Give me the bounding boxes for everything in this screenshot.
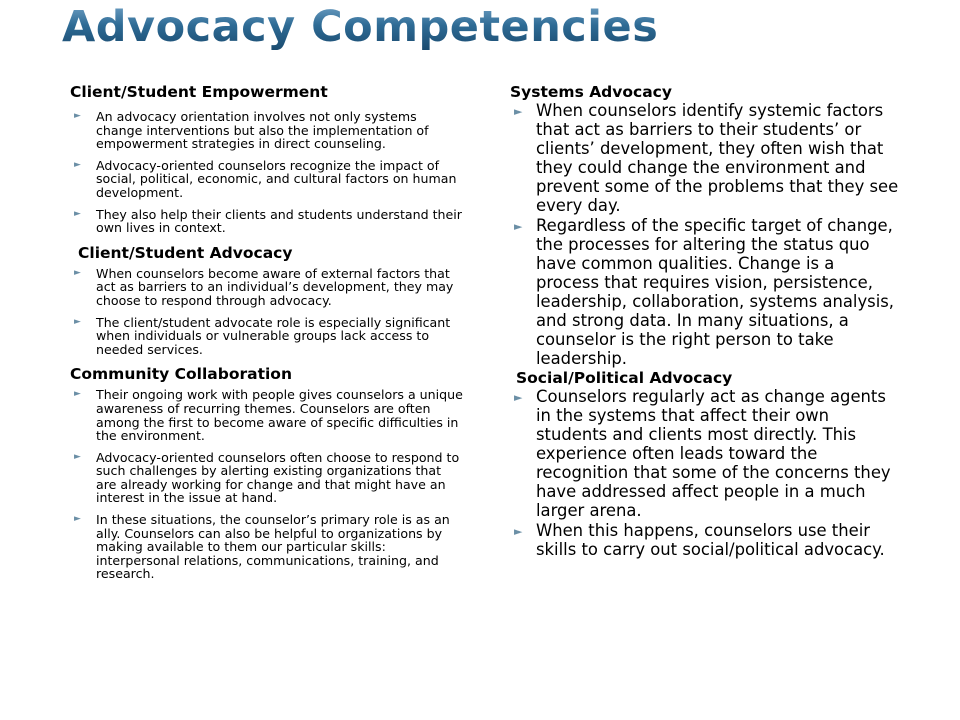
- bullet-list-empowerment: [70, 110, 465, 235]
- triangle-right-icon: ►: [74, 267, 81, 278]
- list-item: [70, 110, 465, 151]
- left-column: [70, 82, 465, 589]
- list-item: [70, 388, 465, 442]
- list-item: [510, 216, 900, 368]
- triangle-right-icon: ►: [74, 389, 81, 400]
- section-heading-client-advocacy: Client/Student Advocacy: [78, 243, 293, 262]
- triangle-right-icon: ►: [514, 525, 523, 538]
- triangle-right-icon: ►: [74, 111, 81, 121]
- bullet-list-client-advocacy: [70, 267, 465, 357]
- bullet-text: Advocacy-oriented counselors recognize the impact of social, political, economic, and cultural factors on human development.: [96, 157, 457, 200]
- bullet-text: Their ongoing work with people gives counselors a unique awareness of recurring themes. Counselors are often among the first to become aware of specific difficulties in the environment.: [96, 387, 463, 444]
- bullet-text: Regardless of the specific target of change, the processes for altering the status quo have common qualities. Change is a process that requires vision, persistence, leadership, collaboration, systems analysis, and strong data. In many situations, a counselor is the right person to take leadership.: [536, 216, 895, 368]
- triangle-right-icon: ►: [514, 391, 523, 404]
- section-heading-systems-advocacy: Systems Advocacy: [510, 83, 672, 101]
- bullet-text: Advocacy-oriented counselors often choose to respond to such challenges by alerting existing organizations that are already working for change and that might have an interest in the issue at hand.: [96, 449, 460, 506]
- list-item: [510, 101, 900, 215]
- bullet-text: When this happens, counselors use their skills to carry out social/political advocacy.: [536, 521, 885, 559]
- slide-title: Advocacy Competencies: [62, 2, 659, 52]
- list-item: [70, 513, 465, 581]
- list-item: [70, 159, 465, 200]
- triangle-right-icon: ►: [74, 316, 81, 327]
- list-item: [510, 521, 900, 559]
- triangle-right-icon: ►: [74, 514, 81, 525]
- bullet-text: They also help their clients and students understand their own lives in context.: [96, 206, 462, 236]
- triangle-right-icon: ►: [74, 208, 81, 219]
- triangle-right-icon: ►: [74, 159, 81, 170]
- triangle-right-icon: ►: [514, 105, 523, 118]
- section-heading-social-political-advocacy: Social/Political Advocacy: [516, 369, 733, 387]
- list-item: [70, 208, 465, 235]
- list-item: [510, 387, 900, 520]
- bullet-text: The client/student advocate role is especially significant when individuals or vulnerable groups lack access to needed services.: [96, 314, 451, 357]
- bullet-list-systems-advocacy: [510, 101, 900, 368]
- list-item: [70, 451, 465, 505]
- list-item: [70, 267, 465, 308]
- section-heading-community-collaboration: Community Collaboration: [70, 365, 292, 384]
- bullet-list-community-collaboration: [70, 388, 465, 581]
- bullet-text: An advocacy orientation involves not only systems change interventions but also the implementation of empowerment strategies in direct counseling.: [96, 109, 429, 152]
- bullet-list-social-political-advocacy: [510, 387, 900, 559]
- triangle-right-icon: ►: [74, 451, 81, 462]
- bullet-text: When counselors identify systemic factors that act as barriers to their students’ or clients’ development, they often wish that they could change the environment and prevent some of the problems that they see every day.: [536, 101, 899, 215]
- section-heading-empowerment: Client/Student Empowerment: [70, 83, 328, 101]
- bullet-text: In these situations, the counselor’s primary role is as an ally. Counselors can also be helpful to organizations by making available to them our particular skills: interpersonal relations, communications, training, and research.: [96, 512, 450, 582]
- right-column: [510, 83, 900, 560]
- bullet-text: When counselors become aware of external factors that act as barriers to an individual’s development, they may choose to respond through advocacy.: [96, 265, 454, 308]
- triangle-right-icon: ►: [514, 220, 523, 233]
- bullet-text: Counselors regularly act as change agents in the systems that affect their own students and clients most directly. This experience often leads toward the recognition that some of the concerns they have addressed affect people in a much larger arena.: [536, 387, 891, 520]
- list-item: [70, 316, 465, 357]
